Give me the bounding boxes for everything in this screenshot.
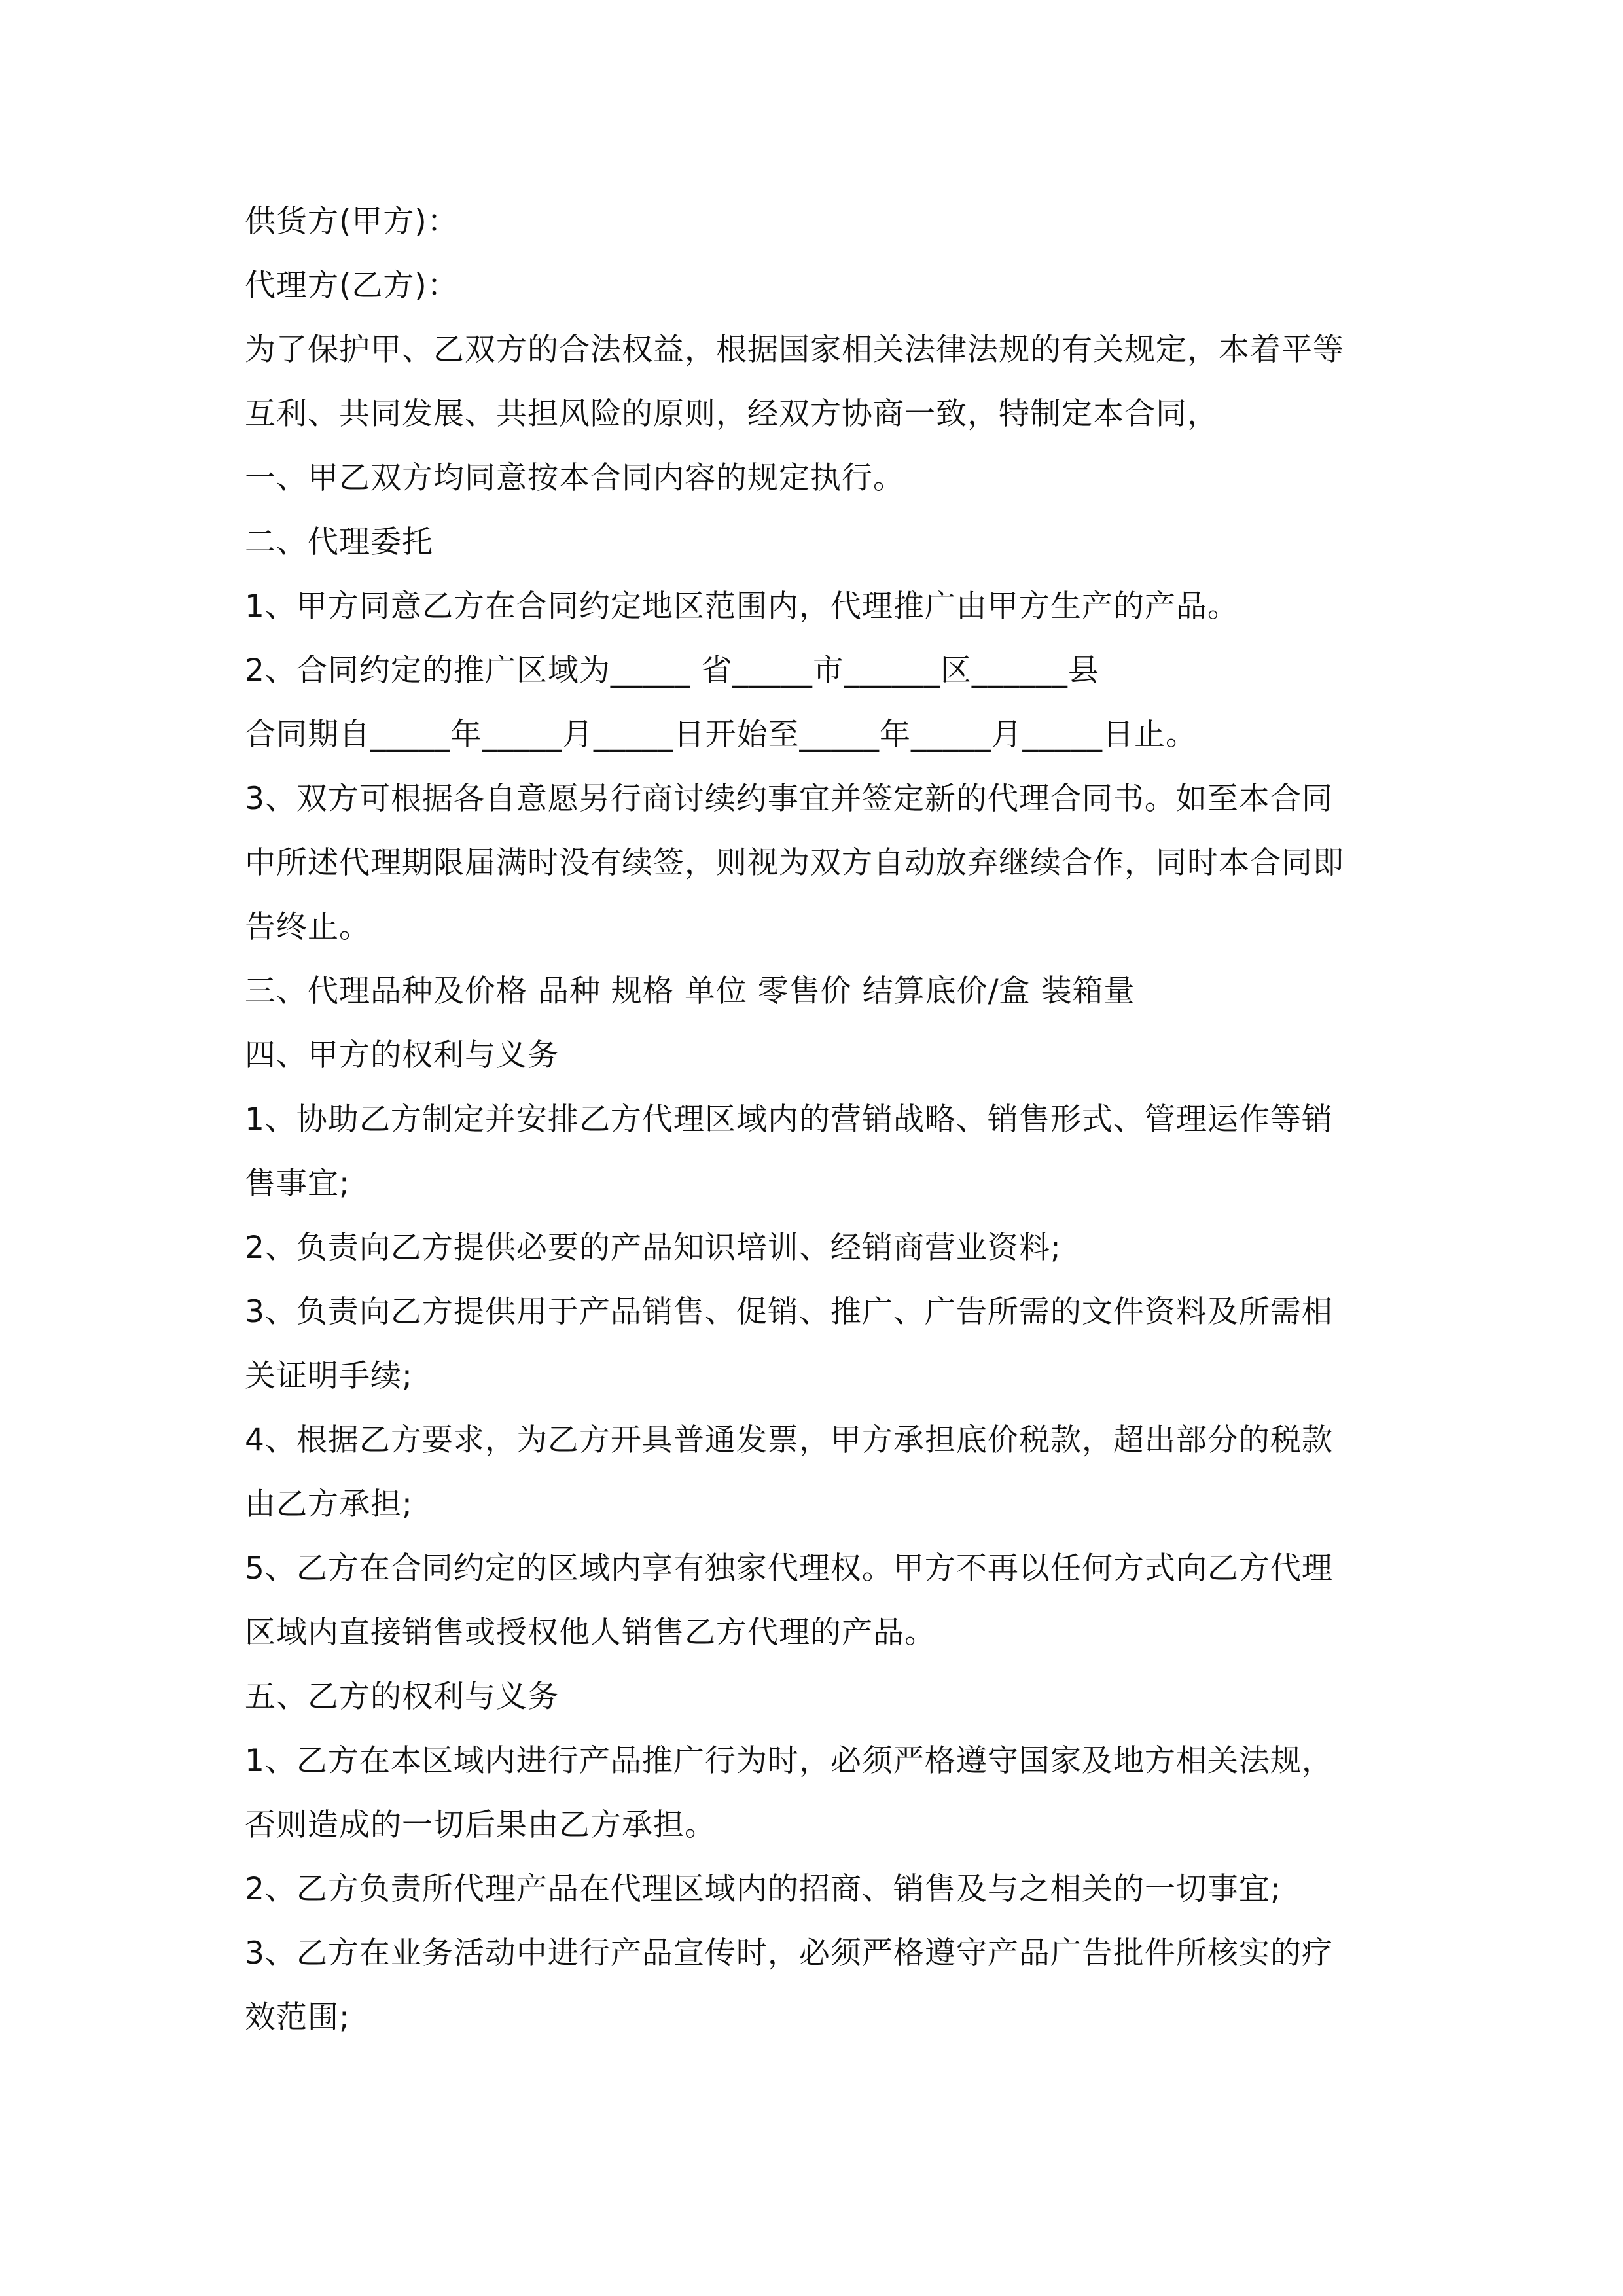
clause-line: 1、乙方在本区域内进行产品推广行为时，必须严格遵守国家及地方相关法规，	[245, 1743, 1333, 1779]
clause-line: 合同期自_____年_____月_____日开始至_____年_____月_____日止。	[245, 717, 1197, 753]
preamble-line: 为了保护甲、乙双方的合法权益，根据国家相关法律法规的有关规定，本着平等	[245, 332, 1344, 368]
section-heading: 五、乙方的权利与义务	[245, 1679, 559, 1715]
clause-line: 3、乙方在业务活动中进行产品宣传时，必须严格遵守产品广告批件所核实的疗	[245, 1935, 1333, 1971]
clause-line: 4、根据乙方要求，为乙方开具普通发票，甲方承担底价税款，超出部分的税款	[245, 1422, 1333, 1458]
section-heading: 二、代理委托	[245, 524, 433, 560]
clause-line: 由乙方承担;	[245, 1486, 413, 1522]
section-heading: 四、甲方的权利与义务	[245, 1037, 559, 1073]
agent-party-line: 代理方(乙方)：	[245, 268, 459, 304]
clause-line: 2、负责向乙方提供必要的产品知识培训、经销商营业资料;	[245, 1230, 1061, 1266]
clause-line: 区域内直接销售或授权他人销售乙方代理的产品。	[245, 1615, 936, 1651]
supplier-party-line: 供货方(甲方)：	[245, 204, 459, 240]
clause-line: 1、协助乙方制定并安排乙方代理区域内的营销战略、销售形式、管理运作等销	[245, 1102, 1333, 1138]
clause-line: 2、合同约定的推广区域为_____ 省_____市______区______县	[245, 653, 1099, 689]
clause-line: 关证明手续;	[245, 1358, 413, 1394]
section-heading: 三、代理品种及价格 品种 规格 单位 零售价 结算底价/盒 装箱量	[245, 973, 1135, 1009]
clause-line: 5、乙方在合同约定的区域内享有独家代理权。甲方不再以任何方式向乙方代理	[245, 1551, 1333, 1587]
clause-line: 否则造成的一切后果由乙方承担。	[245, 1807, 716, 1843]
clause-line: 中所述代理期限届满时没有续签，则视为双方自动放弃继续合作，同时本合同即	[245, 845, 1344, 881]
document-body	[245, 190, 1397, 2050]
clause-line: 效范围;	[245, 2000, 350, 2036]
clause-line: 2、乙方负责所代理产品在代理区域内的招商、销售及与之相关的一切事宜;	[245, 1871, 1281, 1907]
clause-line: 3、双方可根据各自意愿另行商讨续约事宜并签定新的代理合同书。如至本合同	[245, 781, 1333, 817]
clause-line: 售事宜;	[245, 1166, 350, 1202]
clause-line: 1、甲方同意乙方在合同约定地区范围内，代理推广由甲方生产的产品。	[245, 588, 1239, 624]
clause-line: 3、负责向乙方提供用于产品销售、促销、推广、广告所需的文件资料及所需相	[245, 1294, 1333, 1330]
section-heading: 一、甲乙双方均同意按本合同内容的规定执行。	[245, 460, 904, 496]
preamble-line: 互利、共同发展、共担风险的原则，经双方协商一致，特制定本合同，	[245, 396, 1219, 432]
clause-line: 告终止。	[245, 909, 370, 945]
